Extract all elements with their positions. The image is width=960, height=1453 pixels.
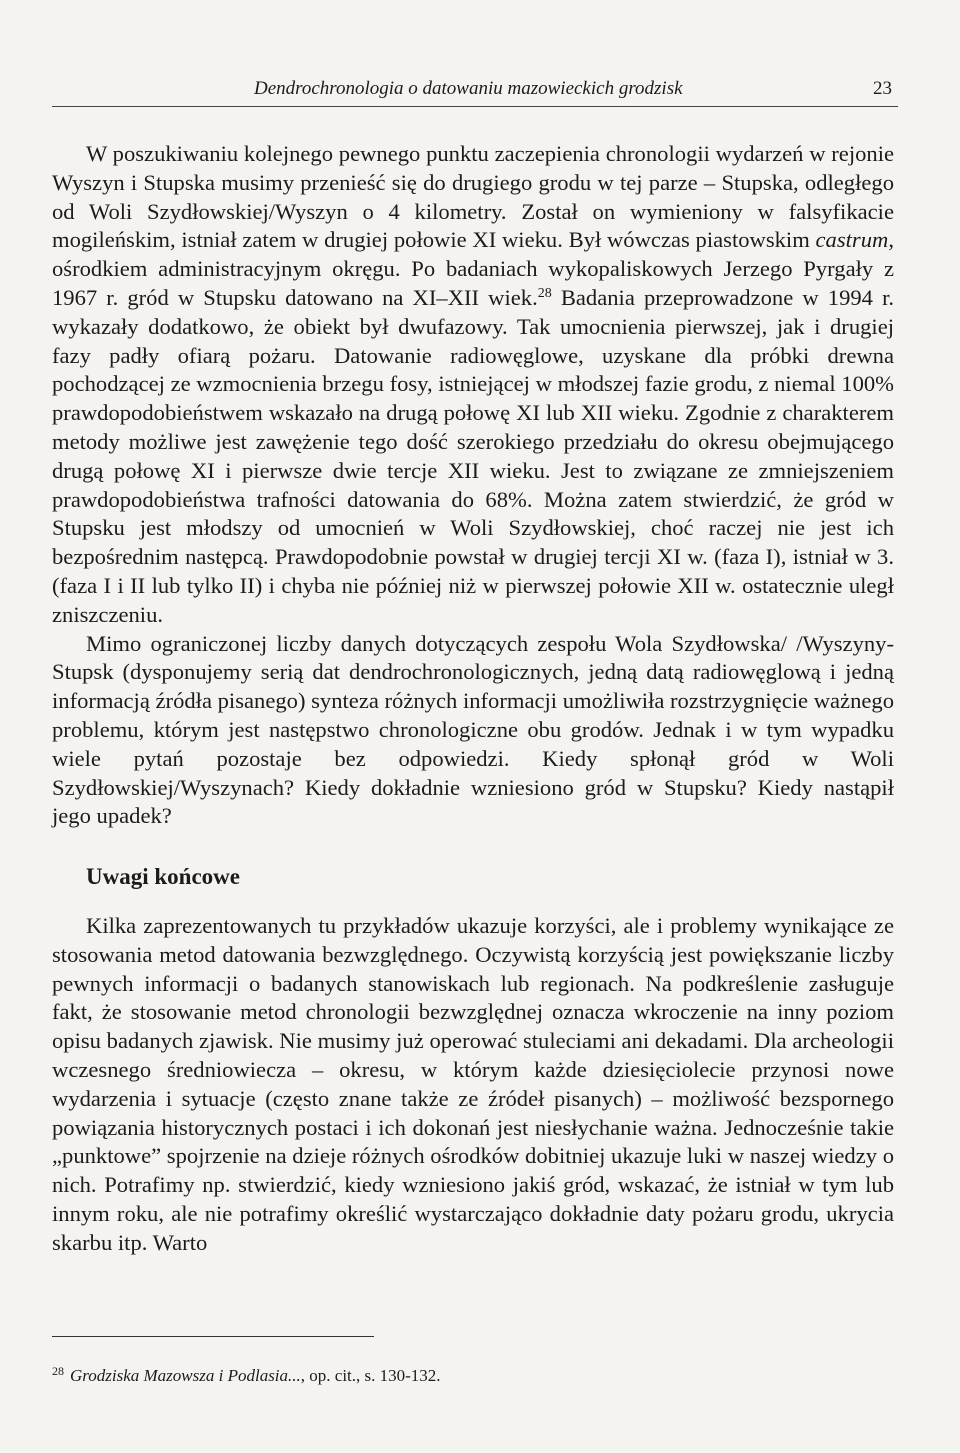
paragraph-text: W poszukiwaniu kolejnego pewnego punktu zaczepienia chronologii wydarzeń w rejonie Wyszyn i Stupska musimy przenieść się do drugiego grodu w tej parze – Stupska, odległego od Woli Szydłowskiej/Wyszyn o 4 kilometry. Został on wymieniony w falsyfikacie mogileńskim, istniał zatem w drugiej połowie XI wieku. Był wówczas piastowskim xyxy=(52,141,894,253)
running-title: Dendrochronologia o datowaniu mazowieckich grodzisk xyxy=(254,78,683,99)
section-heading: Uwagi końcowe xyxy=(86,864,240,890)
footnote xyxy=(52,1364,441,1386)
body-text xyxy=(52,140,894,1257)
paragraph-synthesis: Mimo ograniczonej liczby danych dotyczących zespołu Wola Szydłowska/ /Wyszyny-Stupsk (dysponujemy serią dat dendrochronologicznych, jedną datą radiowęglową i jedną informacją źródła pisanego) synteza różnych informacji umożliwiła rozstrzygnięcie ważnego problemu, którym jest następstwo chronologiczne obu grodów. Jednak i w tym wypadku wiele pytań pozostaje bez odpowiedzi. Kiedy spłonął gród w Woli Szydłowskiej/Wyszynach? Kiedy dokładnie wzniesiono gród w Stupsku? Kiedy nastąpił jego upadek? xyxy=(52,630,894,829)
footnote-reference[interactable]: 28 xyxy=(537,285,552,301)
paragraph-stupsk xyxy=(52,140,894,630)
paragraph-text: Badania przeprowadzone w 1994 r. wykazały dodatkowo, że obiekt był dwufazowy. Tak umocnienia pierwszej, jak i drugiej fazy padły ofiarą pożaru. Datowanie radiowęglowe, uzyskane dla próbki drewna pochodzącej ze wzmocnienia brzegu fosy, istniejącej w młodszej fazie grodu, z niemal 100% prawdopodobieństwem wskazało na drugą połowę XI lub XII wieku. Zgodnie z charakterem metody możliwe jest zawężenie tego dość szerokiego przedziału do okresu obejmującego drugą połowę XI i pierwsze dwie tercje XII wieku. Jest to związane ze zmniejszeniem prawdopodobieństwa trafności datowania do 68%. Można zatem stwierdzić, że gród w Stupsku jest młodszy od umocnień w Woli Szydłowskiej, choć raczej nie jest ich bezpośrednim następcą. Prawdopodobnie powstał w drugiej tercji XI w. (faza I), istniał w 3. (faza I i II lub tylko II) i chyba nie później niż w pierwszej połowie XII w. ostatecznie uległ zniszczeniu. xyxy=(52,284,894,627)
footnote-citation: , op. cit., s. 130-132. xyxy=(300,1366,441,1385)
paragraph-conclusions: Kilka zaprezentowanych tu przykładów ukazuje korzyści, ale i problemy wynikające ze stosowania metod datowania bezwzględnego. Oczywistą korzyścią jest powiększanie liczby pewnych informacji o badanych stanowiskach lub regionach. Na podkreślenie zasługuje fakt, że stosowanie metod chronologii bezwzględnej oznacza wkroczenie na inny poziom opisu badanych zjawisk. Nie musimy już operować stuleciami ani dekadami. Dla archeologii wczesnego średniowiecza – okresu, w którym każde dziesięciolecie przynosi nowe wydarzenia i sytuacje (często znane także ze źródeł pisanych) – możliwość bezspornego powiązania historycznych postaci i ich dokonań jest niesłychanie ważna. Jednocześnie takie „punktowe” spojrzenie na dzieje różnych ośrodków dobitniej ukazuje luki w naszej wiedzy o nich. Potrafimy np. stwierdzić, kiedy wzniesiono jakiś gród, wskazać, że istniał w tym lub innym roku, ale nie potrafimy określić wystarczająco dokładnie daty pożaru grodu, ukrycia skarbu itp. Warto xyxy=(52,912,894,1255)
paragraph-text: , ośrodkiem administracyjnym okręgu. Po badaniach wykopaliskowych Jerzego Pyrgały z 1967 r. gród w Stupsku datowano na XI–XII wiek. xyxy=(52,227,894,310)
footnote-source-title: Grodziska Mazowsza i Podlasia... xyxy=(70,1366,301,1385)
running-header xyxy=(52,78,898,107)
page-number: 23 xyxy=(873,78,892,99)
italic-term: castrum xyxy=(815,227,889,253)
footnote-separator xyxy=(52,1336,374,1337)
footnote-number: 28 xyxy=(52,1364,64,1378)
